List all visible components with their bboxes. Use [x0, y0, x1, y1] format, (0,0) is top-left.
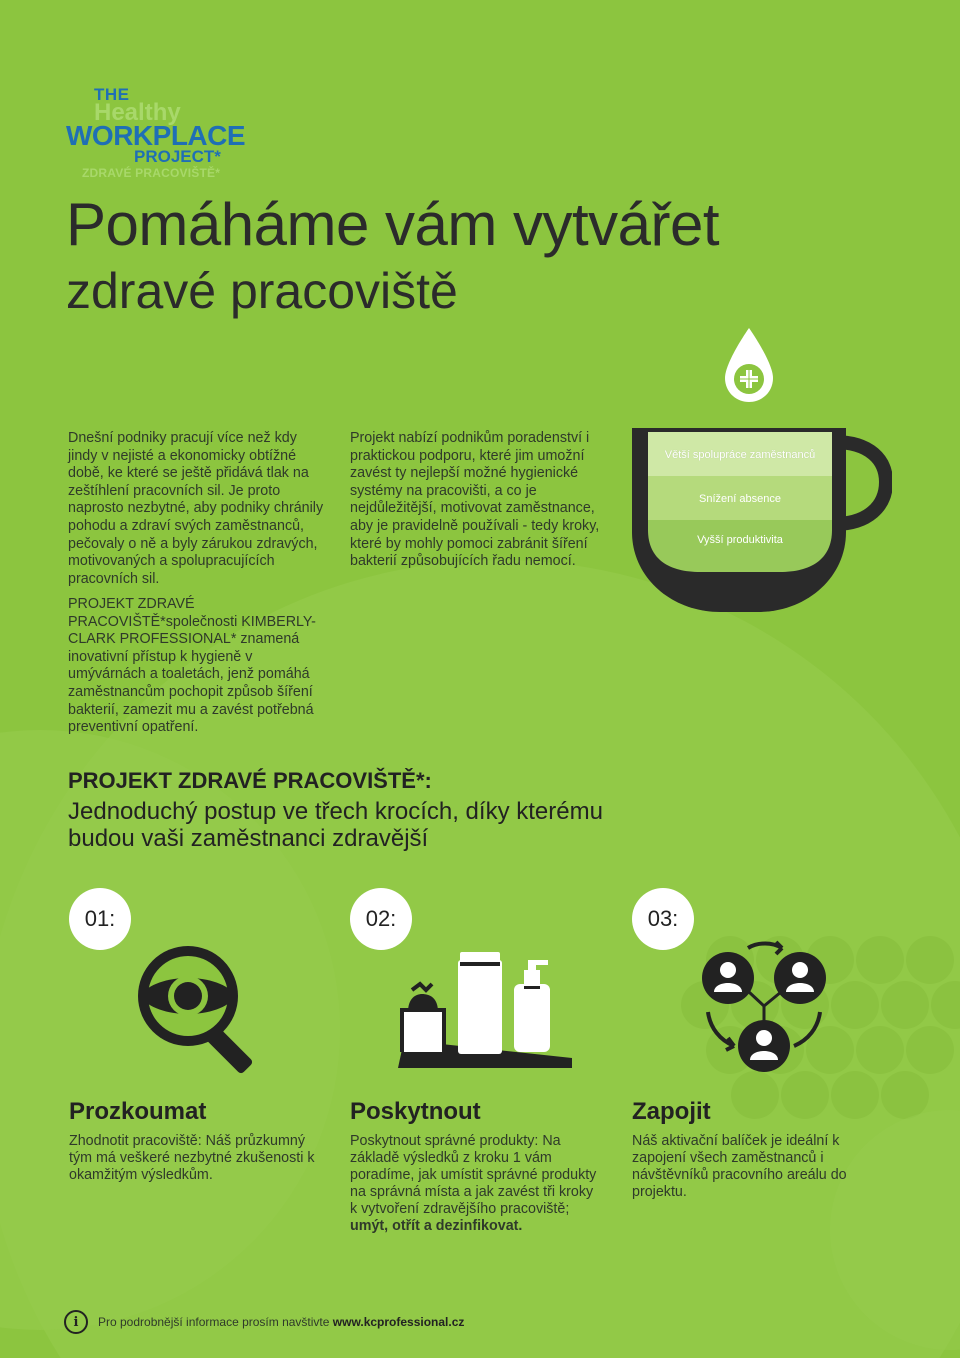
hygiene-products-icon	[394, 950, 576, 1070]
footer-text-block	[98, 1315, 464, 1329]
logo-line-project: PROJECT*	[134, 147, 221, 166]
logo-line-the: THE	[94, 85, 130, 104]
step-1-number: 01:	[69, 888, 131, 950]
step-3-number: 03:	[632, 888, 694, 950]
footer-link[interactable]: www.kcprofessional.cz	[332, 1315, 465, 1329]
water-drop-icon	[722, 326, 776, 404]
logo-line-zdrave: ZDRAVÉ PRACOVIŠTĚ*	[82, 166, 221, 180]
footer-text: Pro podrobnější informace prosím navštivte	[98, 1315, 330, 1329]
step-2-heading: Poskytnout	[350, 1098, 481, 1125]
intro-paragraph-2: PROJEKT ZDRAVÉ PRACOVIŠTĚ*společnosti KIMBERLY-CLARK PROFESSIONAL* znamená inovativní přístup k hygieně v umývárnách a toaletách, jenž pomáhá zaměstnancům pochopit způsob šíření bakterií, zamezit mu a zavést potřebná preventivní opatření.	[68, 596, 316, 736]
step-2-emphasis: umýt, otřít a dezinfikovat.	[350, 1218, 523, 1234]
section-title: PROJEKT ZDRAVÉ PRACOVIŠTĚ*:	[68, 768, 432, 793]
step-2-description: Poskytnout správné produkty: Na základě výsledků z kroku 1 vám poradíme, jak umístit správné produkty na správná místa a jak zavést tři kroky k vytvoření zdravějšího pracoviště;	[350, 1133, 597, 1217]
cup-level-1-label: Větší spolupráce zaměstnanců	[664, 449, 816, 461]
page-title-line2: zdravé pracoviště	[66, 263, 458, 319]
step-2-description-block	[350, 1133, 600, 1235]
footer	[64, 1310, 464, 1334]
eye-magnifier-icon	[128, 944, 273, 1074]
healthy-workplace-logo	[66, 85, 246, 180]
step-1-heading: Prozkoumat	[69, 1098, 207, 1125]
step-2-number: 02:	[350, 888, 412, 950]
intro-paragraph-3: Projekt nabízí podnikům poradenství i praktickou podporu, které jim umožní zavést ty nejlepší možné hygienické systémy na pracovišti, a co je nejdůležitější, motivovat zaměstnance, aby je pravidelně používali - tedy kroky, které by mohly pomoci zabránit šíření bakterií způsobujících řadu nemocí.	[350, 430, 600, 570]
logo-line-workplace: WORKPLACE	[66, 120, 246, 151]
people-cycle-icon	[698, 940, 830, 1074]
intro-paragraph-1: Dnešní podniky pracují více než kdy jindy v nejisté a ekonomicky obtížné době, ke které se ještě přidává tlak na zeštíhlení pracovních sil. Je proto naprosto nezbytné, aby podniky chránily pohodu a zdraví svých zaměstnanců, pečovaly o ně a byly zárukou zdravých, motivovaných a spolupracujících pracovních sil.	[68, 430, 324, 587]
logo-line-healthy: Healthy	[94, 99, 181, 126]
section-subtitle: Jednoduchý postup ve třech krocích, díky kterému budou vaši zaměstnanci zdravější	[68, 798, 603, 852]
info-icon: i	[64, 1310, 88, 1334]
step-3-heading: Zapojit	[632, 1098, 711, 1125]
step-3-description: Náš aktivační balíček je ideální k zapojení všech zaměstnanců i návštěvníků pracovního areálu do projektu.	[632, 1133, 847, 1200]
step-1-description: Zhodnotit pracoviště: Náš průzkumný tým má veškeré nezbytné zkušenosti k okamžitým výsledkům.	[69, 1133, 315, 1183]
cup-level-2-label: Snížení absence	[699, 493, 781, 505]
page-title-line1: Pomáháme vám vytvářet	[66, 191, 720, 258]
cup-level-3-label: Vyšší produktivita	[697, 534, 783, 546]
